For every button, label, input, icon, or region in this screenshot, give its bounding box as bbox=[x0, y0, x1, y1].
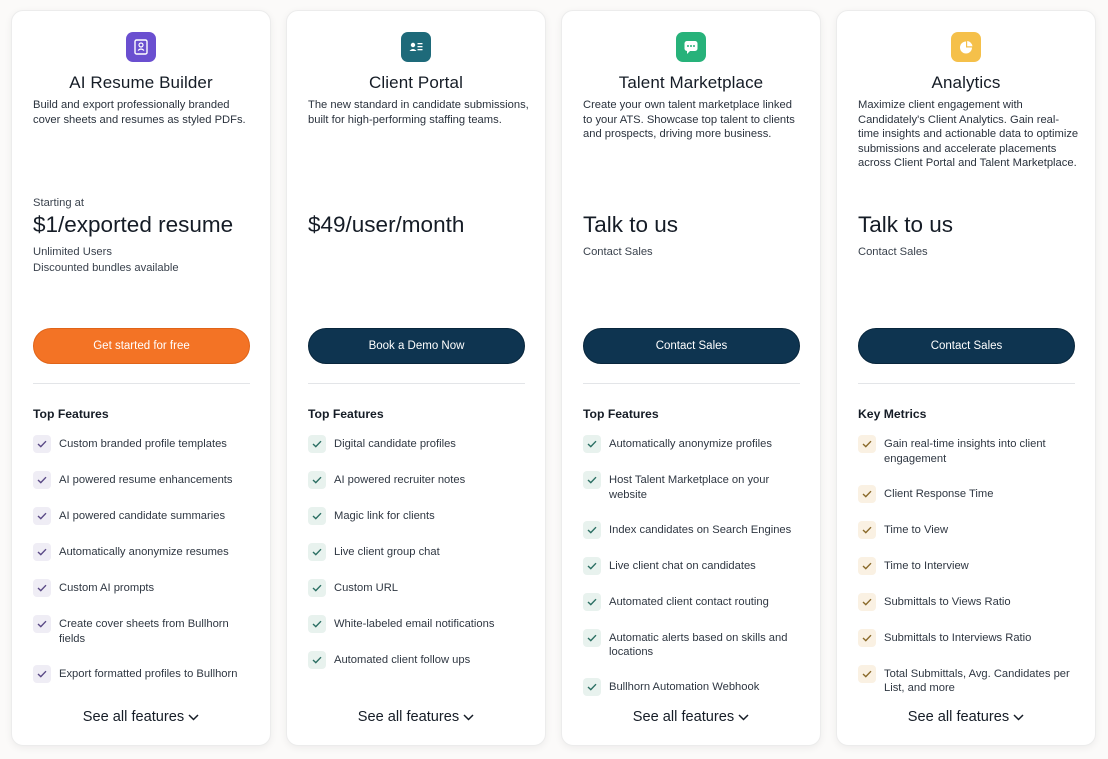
feature-text: AI powered candidate summaries bbox=[59, 510, 226, 522]
list-item bbox=[33, 471, 256, 489]
list-item bbox=[858, 665, 1081, 697]
list-item bbox=[33, 579, 256, 597]
check-icon bbox=[308, 543, 326, 561]
plan-card-ai-resume-builder bbox=[11, 10, 271, 746]
metric-text: Total Submittals, Avg. Candidates per List, and more bbox=[884, 667, 1070, 695]
pie-chart-icon bbox=[951, 32, 981, 62]
see-all-features-link[interactable] bbox=[837, 709, 1095, 725]
divider bbox=[583, 383, 800, 384]
feature-text: Custom URL bbox=[334, 582, 399, 594]
list-item bbox=[858, 629, 1081, 647]
list-item bbox=[308, 543, 531, 561]
check-icon bbox=[308, 435, 326, 453]
plan-title: Client Portal bbox=[369, 73, 463, 92]
see-all-features-link[interactable] bbox=[287, 709, 545, 725]
metric-text: Time to Interview bbox=[884, 559, 969, 572]
feature-text: Magic link for clients bbox=[334, 510, 435, 522]
book-demo-button[interactable]: Book a Demo Now bbox=[308, 328, 525, 364]
check-icon bbox=[583, 557, 601, 575]
list-item bbox=[308, 615, 531, 633]
feature-text: Custom branded profile templates bbox=[59, 438, 227, 450]
chat-bubble-icon bbox=[676, 32, 706, 62]
price-note-bundles: Discounted bundles available bbox=[33, 262, 179, 274]
list-item bbox=[583, 435, 806, 453]
plan-description: Maximize client engagement with Candidately's Client Analytics. Gain real-time insights and actionable data to optimize submissions and accelerate placements across Client Portal and Talent Marketplace. bbox=[858, 99, 1079, 170]
metric-list bbox=[858, 435, 1081, 714]
list-item bbox=[33, 665, 256, 683]
plan-price: $49/user/month bbox=[308, 212, 465, 237]
check-icon bbox=[308, 579, 326, 597]
list-item bbox=[33, 543, 256, 561]
plan-price: Talk to us bbox=[858, 212, 954, 237]
list-item bbox=[583, 678, 806, 696]
price-note-contact: Contact Sales bbox=[858, 246, 928, 258]
check-icon bbox=[858, 557, 876, 575]
list-item bbox=[308, 435, 531, 453]
metric-text: Time to View bbox=[884, 523, 949, 536]
list-item bbox=[308, 507, 531, 525]
price-note-contact: Contact Sales bbox=[583, 246, 653, 258]
check-icon bbox=[583, 521, 601, 539]
feature-text: Index candidates on Search Engines bbox=[609, 523, 792, 536]
check-icon bbox=[858, 521, 876, 539]
list-item bbox=[858, 521, 1081, 539]
check-icon bbox=[858, 485, 876, 503]
plan-description: Create your own talent marketplace linked to your ATS. Showcase top talent to clients and prospects, driving more business. bbox=[583, 99, 795, 141]
plan-price: $1/exported resume bbox=[33, 212, 234, 237]
see-all-label: See all features bbox=[357, 709, 460, 725]
feature-text: Export formatted profiles to Bullhorn bbox=[59, 667, 238, 680]
list-item bbox=[858, 593, 1081, 611]
plan-title: AI Resume Builder bbox=[69, 73, 213, 92]
check-icon bbox=[33, 579, 51, 597]
list-item bbox=[583, 593, 806, 611]
plan-description: The new standard in candidate submissions, built for high-performing staffing teams. bbox=[308, 99, 529, 126]
feature-text: Live client chat on candidates bbox=[609, 559, 756, 572]
metric-text: Submittals to Views Ratio bbox=[884, 595, 1011, 608]
starting-at-label: Starting at bbox=[33, 197, 84, 209]
check-icon bbox=[33, 435, 51, 453]
plan-title: Talent Marketplace bbox=[618, 73, 764, 92]
features-heading: Top Features bbox=[583, 407, 659, 421]
list-item bbox=[308, 579, 531, 597]
feature-text: Automatically anonymize resumes bbox=[59, 546, 229, 558]
list-item bbox=[583, 471, 806, 503]
contact-card-icon bbox=[401, 32, 431, 62]
check-icon bbox=[33, 543, 51, 561]
feature-text: White-labeled email notifications bbox=[334, 618, 495, 630]
feature-text: Automatic alerts based on skills and locations bbox=[609, 631, 788, 659]
list-item bbox=[33, 615, 256, 647]
feature-text: Host Talent Marketplace on your website bbox=[609, 474, 770, 501]
list-item bbox=[858, 485, 1081, 503]
plan-card-analytics bbox=[836, 10, 1096, 746]
check-icon bbox=[308, 507, 326, 525]
feature-text: AI powered recruiter notes bbox=[334, 474, 466, 486]
see-all-label: See all features bbox=[632, 709, 735, 725]
resume-icon bbox=[126, 32, 156, 62]
check-icon bbox=[858, 435, 876, 453]
check-icon bbox=[583, 435, 601, 453]
check-icon bbox=[33, 615, 51, 633]
list-item bbox=[583, 557, 806, 575]
plan-card-talent-marketplace bbox=[561, 10, 821, 746]
check-icon bbox=[308, 615, 326, 633]
metric-text: Client Response Time bbox=[884, 487, 994, 500]
see-all-label: See all features bbox=[907, 709, 1010, 725]
feature-text: Bullhorn Automation Webhook bbox=[609, 681, 760, 694]
check-icon bbox=[583, 678, 601, 696]
feature-text: Custom AI prompts bbox=[59, 582, 155, 594]
list-item bbox=[308, 651, 531, 669]
feature-text: Digital candidate profiles bbox=[334, 438, 456, 450]
feature-text: Automated client follow ups bbox=[334, 654, 471, 666]
metric-text: Gain real-time insights into client engagement bbox=[884, 438, 1046, 465]
check-icon bbox=[33, 665, 51, 683]
list-item bbox=[858, 557, 1081, 575]
feature-list bbox=[308, 435, 531, 687]
check-icon bbox=[308, 471, 326, 489]
see-all-label: See all features bbox=[82, 709, 185, 725]
check-icon bbox=[583, 629, 601, 647]
feature-text: Live client group chat bbox=[334, 546, 440, 558]
divider bbox=[858, 383, 1075, 384]
chevron-down-icon bbox=[738, 709, 749, 725]
feature-text: AI powered resume enhancements bbox=[59, 474, 233, 486]
chevron-down-icon bbox=[463, 709, 474, 725]
check-icon bbox=[308, 651, 326, 669]
list-item bbox=[33, 435, 256, 453]
list-item bbox=[583, 629, 806, 661]
see-all-features-link[interactable] bbox=[12, 709, 270, 725]
list-item bbox=[308, 471, 531, 489]
features-heading: Top Features bbox=[308, 407, 384, 421]
check-icon bbox=[858, 629, 876, 647]
check-icon bbox=[583, 471, 601, 489]
check-icon bbox=[33, 471, 51, 489]
divider bbox=[33, 383, 250, 384]
chevron-down-icon bbox=[188, 709, 199, 725]
chevron-down-icon bbox=[1013, 709, 1024, 725]
check-icon bbox=[858, 593, 876, 611]
feature-list bbox=[33, 435, 256, 701]
plan-price: Talk to us bbox=[583, 212, 679, 237]
feature-text: Automatically anonymize profiles bbox=[609, 438, 772, 450]
plan-card-client-portal bbox=[286, 10, 546, 746]
plan-description: Build and export professionally branded cover sheets and resumes as styled PDFs. bbox=[33, 99, 246, 126]
price-note-users: Unlimited Users bbox=[33, 246, 112, 258]
feature-text: Create cover sheets from Bullhorn fields bbox=[59, 618, 229, 645]
metrics-heading: Key Metrics bbox=[858, 407, 927, 421]
features-heading: Top Features bbox=[33, 407, 109, 421]
divider bbox=[308, 383, 525, 384]
list-item bbox=[583, 521, 806, 539]
contact-sales-button[interactable]: Contact Sales bbox=[858, 328, 1075, 364]
see-all-features-link[interactable] bbox=[562, 709, 820, 725]
check-icon bbox=[858, 665, 876, 683]
feature-text: Automated client contact routing bbox=[609, 595, 769, 608]
list-item bbox=[858, 435, 1081, 467]
list-item bbox=[33, 507, 256, 525]
get-started-button[interactable]: Get started for free bbox=[33, 328, 250, 364]
check-icon bbox=[583, 593, 601, 611]
feature-list bbox=[583, 435, 806, 714]
check-icon bbox=[33, 507, 51, 525]
contact-sales-button[interactable]: Contact Sales bbox=[583, 328, 800, 364]
plan-title: Analytics bbox=[931, 73, 1001, 92]
metric-text: Submittals to Interviews Ratio bbox=[884, 631, 1032, 644]
